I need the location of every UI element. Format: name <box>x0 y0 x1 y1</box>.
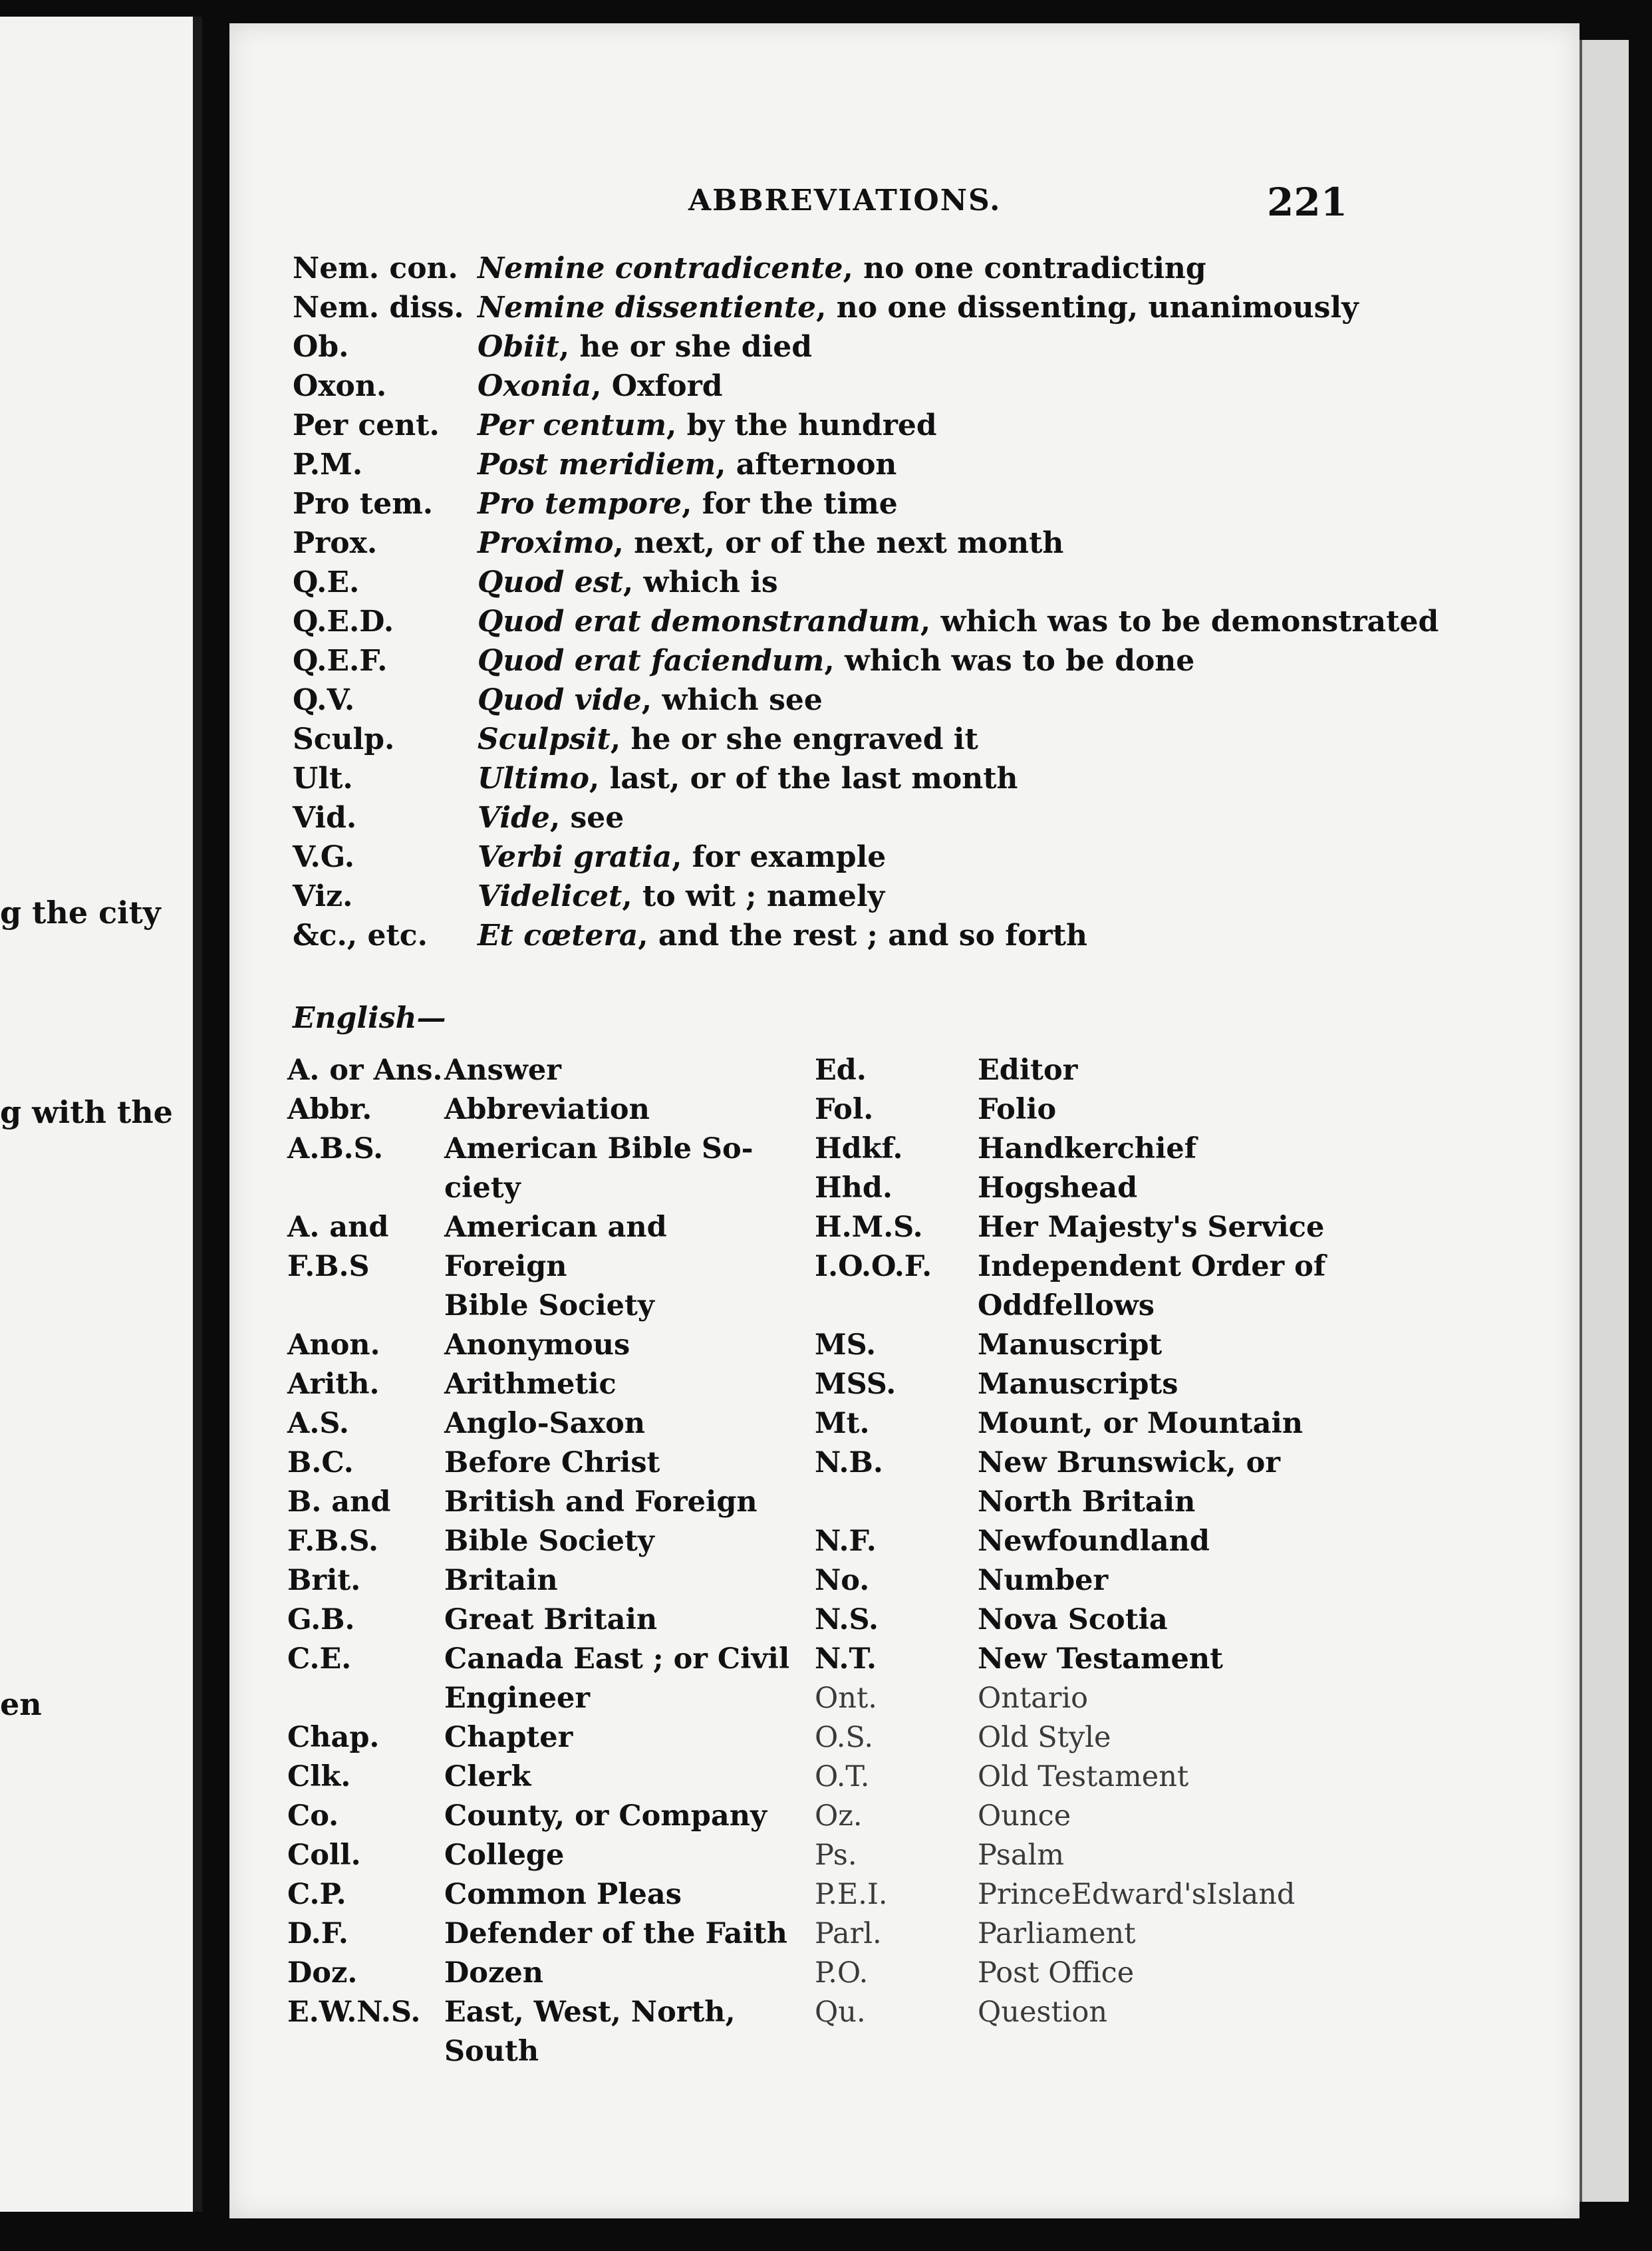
abbreviation-entry <box>287 1836 779 1875</box>
abbreviation: A. and F.B.S <box>287 1211 389 1283</box>
abbreviation: Mt. <box>815 1407 870 1440</box>
abbreviation: V.G. <box>293 840 355 874</box>
abbreviation-entry <box>293 565 1383 605</box>
abbreviation: Per cent. <box>293 408 440 442</box>
latin-phrase: Proximo <box>478 526 614 560</box>
abbreviation: N.T. <box>815 1642 877 1676</box>
abbreviation-entry <box>287 1561 779 1600</box>
page-edge <box>1580 40 1629 2202</box>
abbreviation-entry <box>293 487 1383 526</box>
abbreviation-definition <box>478 291 1359 325</box>
abbreviation-entry <box>293 251 1383 291</box>
abbreviation-definition <box>478 840 886 874</box>
abbreviation-meaning: New Testament <box>978 1642 1223 1676</box>
abbreviation: P.O. <box>815 1956 869 1990</box>
left-page-fragment: en <box>0 1686 42 1722</box>
english-meaning: , no one dissenting, unanimously <box>816 291 1359 325</box>
abbreviation-meaning: Nova Scotia <box>978 1603 1168 1636</box>
abbreviation-definition <box>478 919 1087 953</box>
abbreviation: N.F. <box>815 1525 877 1558</box>
abbreviation: Vid. <box>293 801 357 835</box>
abbreviation-entry <box>293 526 1383 565</box>
abbreviation-entry <box>293 919 1383 958</box>
abbreviation-entry <box>287 1875 779 1914</box>
abbreviation: Abbr. <box>287 1093 372 1126</box>
abbreviation: Ed. <box>815 1054 867 1087</box>
abbreviation: Prox. <box>293 526 378 560</box>
english-meaning: , and the rest ; and so forth <box>638 919 1088 953</box>
abbreviation-meaning: Question <box>978 1996 1108 2029</box>
abbreviation-meaning: Manuscripts <box>978 1368 1178 1401</box>
abbreviation-meaning: College <box>444 1839 565 1872</box>
running-head: ABBREVIATIONS. <box>688 184 1002 218</box>
abbreviation-entry <box>287 1797 779 1836</box>
abbreviation-entry <box>287 1600 779 1640</box>
abbreviation-meaning: Number <box>978 1564 1109 1597</box>
english-meaning: , no one contradicting <box>843 251 1206 285</box>
abbreviation-definition <box>478 330 812 364</box>
abbreviation-entry <box>287 1051 779 1090</box>
abbreviation-meaning: Hogshead <box>978 1171 1138 1205</box>
abbreviation-meaning: Britain <box>444 1564 558 1597</box>
abbreviation-meaning: Parliament <box>978 1917 1136 1950</box>
abbreviation: Viz. <box>293 879 353 913</box>
abbreviation: Chap. <box>287 1721 380 1754</box>
abbreviation-meaning: Answer <box>444 1054 561 1087</box>
abbreviation: Ult. <box>293 762 353 796</box>
abbreviation: Parl. <box>815 1917 882 1950</box>
abbreviation: MS. <box>815 1328 877 1362</box>
abbreviation: P.M. <box>293 448 363 482</box>
abbreviation: N.B. <box>815 1446 883 1479</box>
abbreviation-meaning: Her Majesty's Service <box>978 1211 1325 1244</box>
latin-phrase: Quod erat faciendum <box>478 644 825 678</box>
abbreviation-entry <box>287 1129 779 1208</box>
abbreviation: Ont. <box>815 1682 877 1715</box>
abbreviation-definition <box>478 526 1063 560</box>
latin-phrase: Pro tempore <box>478 487 682 521</box>
abbreviation-entry <box>815 1051 1347 1090</box>
abbreviation-definition <box>478 683 823 717</box>
abbreviation-entry <box>815 1954 1347 1993</box>
abbreviation-meaning: Defender of the Faith <box>444 1917 787 1950</box>
latin-phrase: Vide <box>478 801 550 835</box>
english-meaning: , last, or of the last month <box>589 762 1018 796</box>
abbreviation-meaning: County, or Company <box>444 1799 767 1833</box>
abbreviation: Q.V. <box>293 683 355 717</box>
latin-phrase: Quod est <box>478 565 623 599</box>
abbreviation: P.E.I. <box>815 1878 888 1911</box>
abbreviation: Arith. <box>287 1368 380 1401</box>
left-page-fragment: g the city <box>0 895 161 931</box>
abbreviation-entry <box>815 1326 1347 1365</box>
abbreviation-meaning: Common Pleas <box>444 1878 682 1911</box>
abbreviation-meaning: Abbreviation <box>444 1093 650 1126</box>
abbreviation: D.F. <box>287 1917 348 1950</box>
abbreviation-meaning: Independent Order of Oddfellows <box>978 1250 1326 1322</box>
abbreviation-entry <box>815 1208 1347 1247</box>
abbreviation: Oxon. <box>293 369 387 403</box>
abbreviation-entry <box>293 330 1383 369</box>
abbreviation-entry <box>815 1247 1347 1326</box>
abbreviation-entry <box>287 1993 779 2071</box>
abbreviation: B.C. <box>287 1446 354 1479</box>
latin-phrase: Videlicet <box>478 879 622 913</box>
abbreviation: Hdkf. <box>815 1132 903 1165</box>
abbreviation-entry <box>293 840 1383 879</box>
abbreviation-definition <box>478 762 1018 796</box>
english-meaning: , which was to be done <box>824 644 1195 678</box>
abbreviation-entry <box>287 1914 787 1954</box>
english-meaning: , he or she engraved it <box>610 722 978 756</box>
english-meaning: , which was to be demonstrated <box>920 605 1439 639</box>
latin-phrase: Quod vide <box>478 683 642 717</box>
abbreviation-meaning: British and Foreign Bible Society <box>444 1485 757 1558</box>
abbreviation-meaning: Old Style <box>978 1721 1111 1754</box>
abbreviation: Q.E.F. <box>293 644 388 678</box>
abbreviation: C.P. <box>287 1878 346 1911</box>
abbreviation: B. and F.B.S. <box>287 1485 391 1558</box>
english-meaning: , to wit ; namely <box>622 879 885 913</box>
abbreviation: O.T. <box>815 1760 870 1793</box>
abbreviation-definition <box>478 801 624 835</box>
abbreviation-definition <box>478 408 937 442</box>
abbreviation-entry <box>815 1129 1347 1169</box>
english-meaning: , he or she died <box>559 330 812 364</box>
abbreviation-definition <box>478 369 723 403</box>
abbreviation: Q.E.D. <box>293 605 394 639</box>
abbreviation-meaning: Anonymous <box>444 1328 630 1362</box>
abbreviation-meaning: American Bible So- ciety <box>444 1132 754 1205</box>
abbreviation-meaning: Ontario <box>978 1682 1089 1715</box>
abbreviation-entry <box>287 1954 779 1993</box>
abbreviation-entry <box>293 448 1383 487</box>
abbreviation: Clk. <box>287 1760 351 1793</box>
abbreviation: Anon. <box>287 1328 380 1362</box>
abbreviation-definition <box>478 722 978 756</box>
abbreviation-meaning: New Brunswick, or North Britain <box>978 1446 1280 1519</box>
latin-phrase: Nemine contradicente <box>478 251 843 285</box>
abbreviation-meaning: Editor <box>978 1054 1078 1087</box>
abbreviation-meaning: Great Britain <box>444 1603 658 1636</box>
latin-phrase: Verbi gratia <box>478 840 672 874</box>
abbreviation: Ps. <box>815 1839 857 1872</box>
abbreviation: Nem. diss. <box>293 291 464 325</box>
abbreviation: A. or Ans. <box>287 1054 443 1087</box>
page-number: 221 <box>1267 180 1348 225</box>
abbreviation-entry <box>287 1365 779 1404</box>
abbreviation-entry <box>815 1679 1347 1718</box>
abbreviation-entry <box>287 1483 779 1561</box>
latin-phrase: Sculpsit <box>478 722 611 756</box>
abbreviation-entry <box>293 291 1383 330</box>
abbreviation-entry <box>287 1718 779 1757</box>
abbreviation-entry <box>815 1443 1347 1522</box>
abbreviation-entry <box>815 1914 1347 1954</box>
abbreviation-entry <box>287 1443 779 1483</box>
abbreviation-meaning: Arithmetic <box>444 1368 617 1401</box>
abbreviation-definition <box>478 605 1439 639</box>
abbreviation-entry <box>293 879 1383 919</box>
abbreviation: Qu. <box>815 1996 866 2029</box>
abbreviation-meaning: Mount, or Mountain <box>978 1407 1304 1440</box>
abbreviation: Co. <box>287 1799 339 1833</box>
abbreviation: N.S. <box>815 1603 879 1636</box>
latin-phrase: Obiit <box>478 330 559 364</box>
abbreviation-meaning: American and Foreign Bible Society <box>444 1211 667 1322</box>
abbreviation: Sculp. <box>293 722 395 756</box>
abbreviation: MSS. <box>815 1368 896 1401</box>
abbreviation-entry <box>815 1640 1347 1679</box>
abbreviation-entry <box>815 1600 1347 1640</box>
latin-phrase: Et cœtera <box>478 919 638 953</box>
english-meaning: , afternoon <box>716 448 897 482</box>
latin-abbreviation-list <box>293 251 1439 958</box>
abbreviation: E.W.N.S. <box>287 1996 421 2029</box>
abbreviation-definition <box>478 251 1206 285</box>
abbreviation-entry <box>287 1404 779 1443</box>
left-page <box>0 17 202 2212</box>
english-meaning: , which is <box>622 565 778 599</box>
abbreviation-meaning: Folio <box>978 1093 1057 1126</box>
abbreviation-entry <box>293 722 1383 762</box>
abbreviation-meaning: Newfoundland <box>978 1525 1210 1558</box>
abbreviation-meaning: Clerk <box>444 1760 531 1793</box>
abbreviation-entry <box>815 1365 1347 1404</box>
abbreviation-definition <box>478 448 896 482</box>
abbreviation: I.O.O.F. <box>815 1250 932 1283</box>
latin-phrase: Ultimo <box>478 762 590 796</box>
abbreviation-meaning: Anglo-Saxon <box>444 1407 646 1440</box>
latin-phrase: Quod erat demonstrandum <box>478 605 920 639</box>
abbreviation-entry <box>287 1326 779 1365</box>
abbreviation: G.B. <box>287 1603 355 1636</box>
abbreviation-definition <box>478 565 778 599</box>
abbreviation-meaning: Manuscript <box>978 1328 1163 1362</box>
abbreviation-definition <box>478 487 898 521</box>
abbreviation: No. <box>815 1564 870 1597</box>
abbreviation: Pro tem. <box>293 487 434 521</box>
abbreviation-entry <box>287 1090 779 1129</box>
english-meaning: , by the hundred <box>666 408 937 442</box>
abbreviation: Oz. <box>815 1799 863 1833</box>
abbreviation-meaning: Post Office <box>978 1956 1135 1990</box>
abbreviation: O.S. <box>815 1721 873 1754</box>
abbreviation-meaning: PrinceEdward'sIsland <box>978 1878 1296 1911</box>
abbreviation-entry <box>815 1797 1347 1836</box>
latin-phrase: Nemine dissentiente <box>478 291 817 325</box>
abbreviation-meaning: Chapter <box>444 1721 573 1754</box>
english-meaning: , for example <box>672 840 887 874</box>
abbreviation-entry <box>815 1875 1347 1914</box>
abbreviation-entry <box>287 1757 779 1797</box>
abbreviation-entry <box>815 1169 1347 1208</box>
english-meaning: , for the time <box>682 487 898 521</box>
abbreviation-entry <box>293 801 1383 840</box>
abbreviation: A.S. <box>287 1407 349 1440</box>
english-section-heading: English— <box>293 1001 446 1035</box>
abbreviation: Q.E. <box>293 565 360 599</box>
abbreviation: Hhd. <box>815 1171 893 1205</box>
english-meaning: , which see <box>641 683 823 717</box>
abbreviation: A.B.S. <box>287 1132 384 1165</box>
abbreviation: H.M.S. <box>815 1211 923 1244</box>
abbreviation-entry <box>815 1718 1347 1757</box>
abbreviation-entry <box>815 1522 1347 1561</box>
latin-phrase: Oxonia <box>478 369 592 403</box>
abbreviation-meaning: Psalm <box>978 1839 1065 1872</box>
abbreviation-meaning: Before Christ <box>444 1446 660 1479</box>
abbreviation-meaning: Ounce <box>978 1799 1071 1833</box>
english-column-right <box>815 1051 1347 2032</box>
abbreviation-entry <box>293 408 1383 448</box>
abbreviation-entry <box>815 1404 1347 1443</box>
english-meaning: , next, or of the next month <box>613 526 1064 560</box>
abbreviation-entry <box>293 644 1383 683</box>
abbreviation-definition <box>478 644 1194 678</box>
abbreviation: Nem. con. <box>293 251 458 285</box>
abbreviation-entry <box>293 605 1439 644</box>
abbreviation: &c., etc. <box>293 919 428 953</box>
abbreviation: Brit. <box>287 1564 361 1597</box>
abbreviation-entry <box>293 369 1383 408</box>
abbreviation: Coll. <box>287 1839 361 1872</box>
abbreviation-entry <box>287 1208 779 1326</box>
abbreviation-entry <box>293 762 1383 801</box>
abbreviation-meaning: Dozen <box>444 1956 544 1990</box>
abbreviation-entry <box>815 1757 1347 1797</box>
abbreviation: Doz. <box>287 1956 358 1990</box>
abbreviation: Fol. <box>815 1093 874 1126</box>
abbreviation-meaning: Canada East ; or Civil Engineer <box>444 1642 790 1715</box>
abbreviation-entry <box>815 1993 1347 2032</box>
abbreviation-meaning: Handkerchief <box>978 1132 1197 1165</box>
abbreviation-definition <box>478 879 885 913</box>
latin-phrase: Post meridiem <box>478 448 716 482</box>
abbreviation-meaning: Old Testament <box>978 1760 1189 1793</box>
abbreviation-entry <box>815 1090 1347 1129</box>
latin-phrase: Per centum <box>478 408 667 442</box>
abbreviation: C.E. <box>287 1642 352 1676</box>
english-column-left <box>287 1051 790 2071</box>
left-page-fragment: g with the <box>0 1094 173 1130</box>
abbreviation-meaning: East, West, North, South <box>444 1996 736 2068</box>
english-meaning: , see <box>549 801 624 835</box>
abbreviation-entry <box>287 1640 790 1718</box>
abbreviation-entry <box>293 683 1383 722</box>
abbreviation-entry <box>815 1836 1347 1875</box>
abbreviation: Ob. <box>293 330 349 364</box>
english-meaning: , Oxford <box>591 369 723 403</box>
abbreviation-entry <box>815 1561 1347 1600</box>
